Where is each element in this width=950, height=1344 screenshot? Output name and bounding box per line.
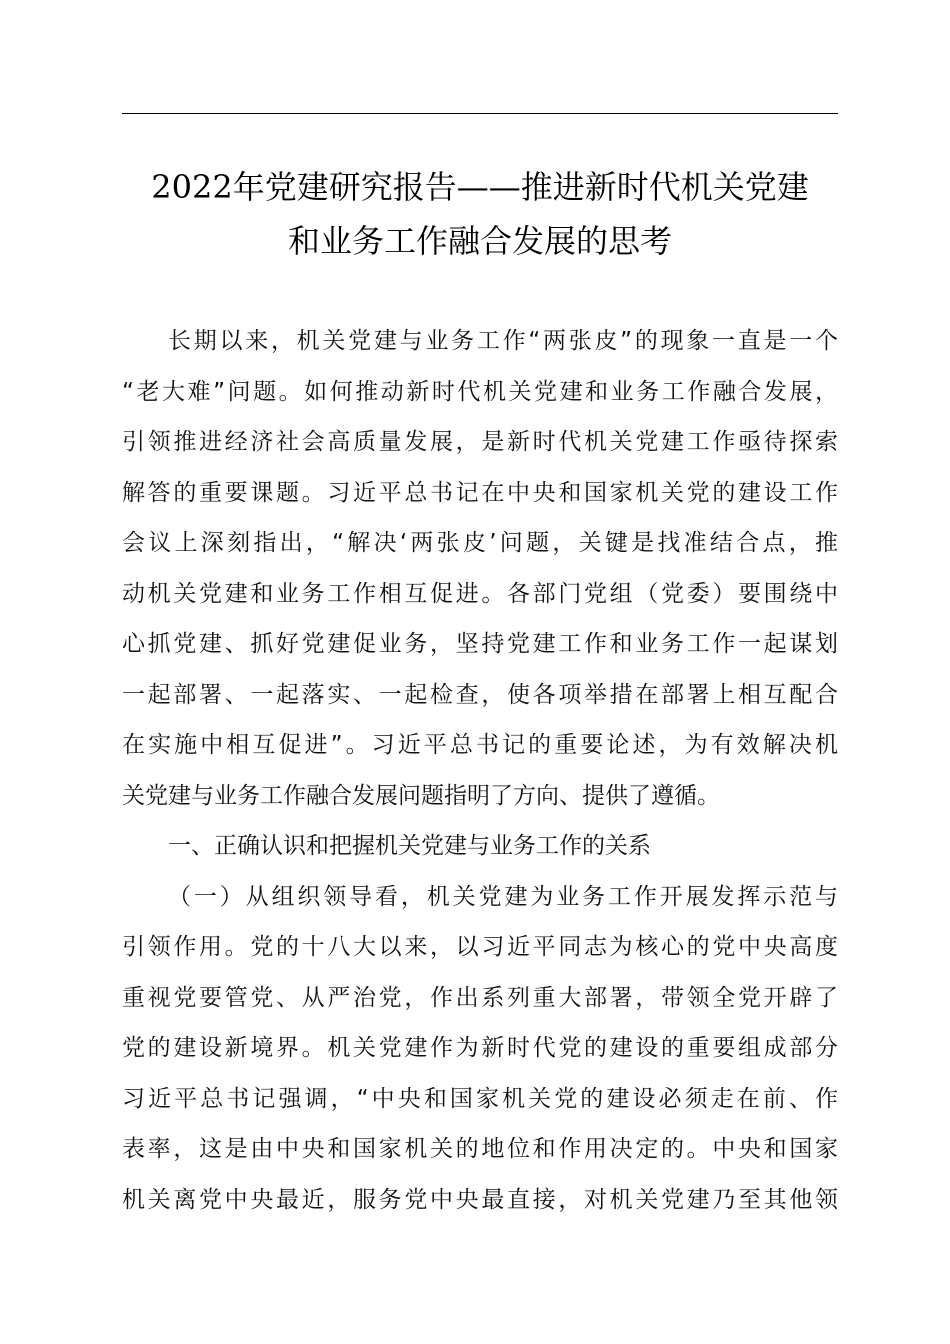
document-body bbox=[122, 316, 838, 1225]
body-line: 机关离党中央最近，服务党中央最直接，对机关党建乃至其他领 bbox=[122, 1186, 838, 1213]
body-line: 关党建与业务工作融合发展问题指明了方向、提供了遵循。 bbox=[122, 782, 720, 809]
section-heading: 一、正确认识和把握机关党建与业务工作的关系 bbox=[168, 833, 651, 859]
body-line: 解答的重要课题。习近平总书记在中央和国家机关党的建设工作 bbox=[122, 479, 838, 506]
body-line: 重视党要管党、从严治党，作出系列重大部署，带领全党开辟了 bbox=[122, 984, 838, 1011]
body-line: “老大难”问题。如何推动新时代机关党建和业务工作融合发展， bbox=[122, 378, 838, 405]
body-line: 党的建设新境界。机关党建作为新时代党的建设的重要组成部分 bbox=[122, 1035, 838, 1061]
body-line: 一起部署、一起落实、一起检查，使各项举措在部署上相互配合 bbox=[122, 681, 838, 708]
body-line: 会议上深刻指出，“解决‘两张皮’问题，关键是找准结合点，推 bbox=[122, 530, 838, 556]
body-line: 引领作用。党的十八大以来，以习近平同志为核心的党中央高度 bbox=[122, 934, 838, 960]
title-line-1: 2022年党建研究报告——推进新时代机关党建 bbox=[151, 168, 809, 206]
body-line: 动机关党建和业务工作相互促进。各部门党组（党委）要围绕中 bbox=[122, 580, 838, 607]
body-line: 在实施中相互促进”。习近平总书记的重要论述，为有效解决机 bbox=[122, 732, 838, 758]
header-rule bbox=[122, 113, 838, 114]
body-line: 表率，这是由中央和国家机关的地位和作用决定的。中央和国家 bbox=[122, 1136, 838, 1162]
body-line: （一）从组织领导看，机关党建为业务工作开展发挥示范与 bbox=[168, 883, 838, 910]
body-line: 长期以来，机关党建与业务工作“两张皮”的现象一直是一个 bbox=[168, 328, 838, 354]
body-line: 心抓党建、抓好党建促业务，坚持党建工作和业务工作一起谋划 bbox=[122, 631, 838, 657]
title-line-2: 和业务工作融合发展的思考 bbox=[287, 222, 672, 260]
body-line: 习近平总书记强调，“中央和国家机关党的建设必须走在前、作 bbox=[122, 1085, 838, 1112]
document-title bbox=[110, 160, 850, 268]
body-line: 引领推进经济社会高质量发展，是新时代机关党建工作亟待探索 bbox=[122, 429, 838, 455]
